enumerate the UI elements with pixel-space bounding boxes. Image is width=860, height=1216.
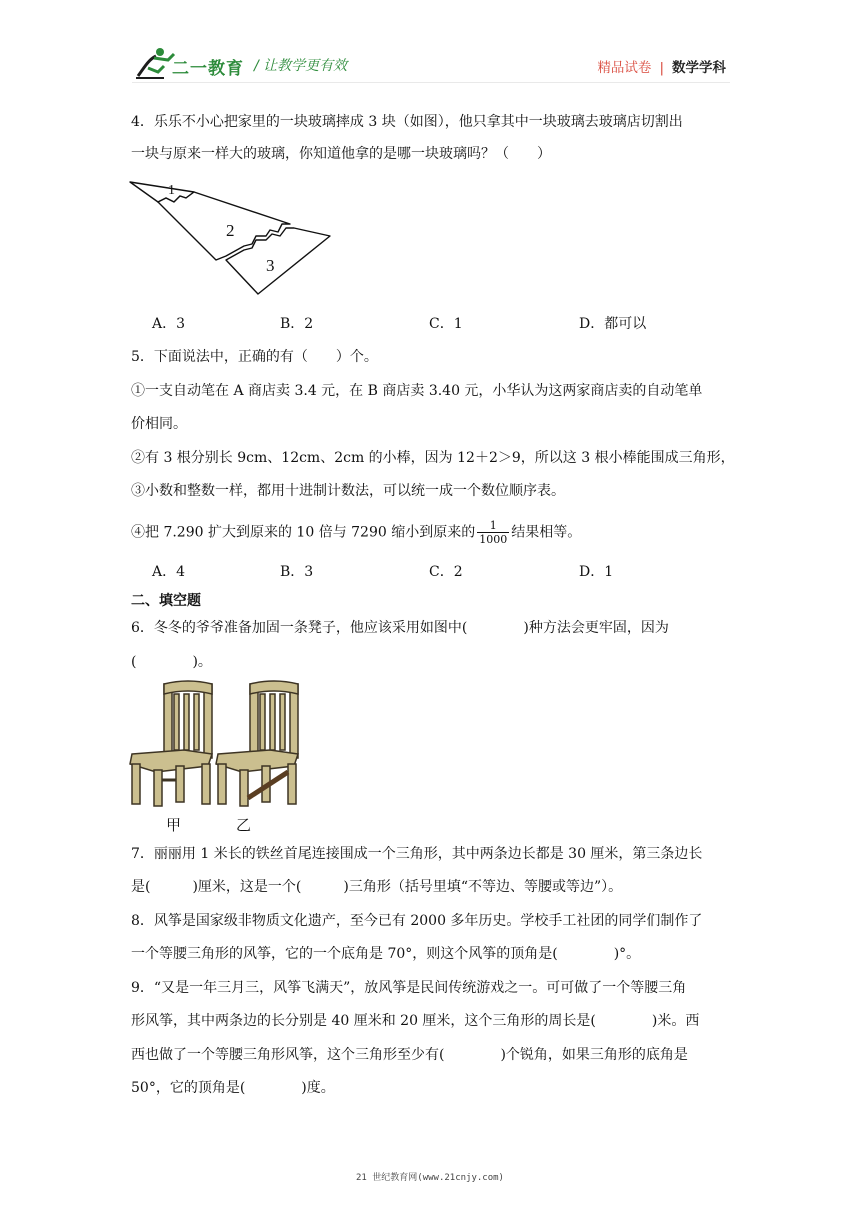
q5-statement-4-before: ④把 7.290 扩大到原来的 10 倍与 7290 缩小到原来的 bbox=[131, 524, 476, 541]
q5-option-b[interactable]: B．3 bbox=[280, 564, 314, 580]
brand-name: 二一教育 bbox=[172, 59, 244, 79]
brand-logo bbox=[134, 46, 364, 82]
q9-text-line3: 西也做了一个等腰三角形风筝，这个三角形至少有( )个锐角，如果三角形的底角是 bbox=[131, 1047, 688, 1063]
chair-yi-label: 乙 bbox=[236, 816, 252, 834]
q4-text-line1: 4．乐乐不小心把家里的一块玻璃摔成 3 块（如图），他只拿其中一块玻璃去玻璃店切割出 bbox=[131, 114, 683, 130]
q4-option-b[interactable]: B．2 bbox=[280, 316, 314, 332]
q5-statement-1-line1: ①一支自动笔在 A 商店卖 3.4 元，在 B 商店卖 3.40 元，小华认为这两家商店卖的自动笔单 bbox=[131, 383, 703, 399]
q4-option-d[interactable]: D．都可以 bbox=[579, 316, 647, 332]
q9-text-line4: 50°，它的顶角是( )度。 bbox=[131, 1080, 335, 1096]
fraction-numerator: 1 bbox=[477, 519, 509, 533]
q8-text-line1: 8．风筝是国家级非物质文化遗产，至今已有 2000 多年历史。学校手工社团的同学们制作了 bbox=[131, 913, 703, 929]
subject-label: 数学学科 bbox=[672, 60, 726, 76]
q4-option-c[interactable]: C．1 bbox=[429, 316, 463, 332]
q5-option-d[interactable]: D．1 bbox=[579, 564, 614, 580]
q8-text-line2: 一个等腰三角形的风筝，它的一个底角是 70°，则这个风筝的顶角是( )°。 bbox=[131, 946, 641, 962]
page-header bbox=[0, 0, 860, 90]
fraction-denominator: 1000 bbox=[479, 533, 508, 546]
glass-piece-2-label: 2 bbox=[226, 221, 235, 240]
glass-piece-1-label: 1 bbox=[168, 183, 175, 198]
header-meta bbox=[597, 56, 726, 76]
q7-text-line1: 7．丽丽用 1 米长的铁丝首尾连接围成一个三角形，其中两条边长都是 30 厘米，第三条边长 bbox=[131, 846, 703, 862]
q9-text-line2: 形风筝，其中两条边的长分别是 40 厘米和 20 厘米，这个三角形的周长是( )米。西 bbox=[131, 1013, 700, 1029]
q4-option-a[interactable]: A．3 bbox=[152, 316, 186, 332]
fraction bbox=[477, 519, 509, 546]
q4-text-line2: 一块与原来一样大的玻璃，你知道他拿的是哪一块玻璃吗？（ ） bbox=[131, 146, 551, 162]
q5-statement-2: ②有 3 根分别长 9cm、12cm、2cm 的小棒，因为 12＋2＞9，所以这 3 根小棒能围成三角形， bbox=[131, 450, 735, 466]
paper-type: 精品试卷 bbox=[597, 60, 652, 76]
q5-statement-4 bbox=[131, 519, 581, 546]
q6-text-line2: ( )。 bbox=[131, 654, 212, 670]
header-separator: | bbox=[659, 60, 664, 76]
q7-text-line2: 是( )厘米，这是一个( )三角形（括号里填“不等边、等腰或等边”）。 bbox=[131, 879, 623, 895]
brand-slogan: / 让教学更有效 bbox=[254, 58, 348, 74]
header-divider bbox=[132, 82, 730, 83]
page-footer: 21 世纪教育网(www.21cnjy.com) bbox=[356, 1173, 504, 1183]
q5-option-a[interactable]: A．4 bbox=[152, 564, 186, 580]
glass-piece-3-label: 3 bbox=[266, 256, 275, 275]
section-title-fill-in: 二、填空题 bbox=[131, 593, 201, 609]
q9-text-line1: 9．“又是一年三月三，风筝飞满天”，放风筝是民间传统游戏之一。可可做了一个等腰三角 bbox=[131, 980, 687, 996]
chair-jia-image bbox=[128, 680, 214, 810]
q6-text-line1: 6．冬冬的爷爷准备加固一条凳子，他应该采用如图中( )种方法会更牢固，因为 bbox=[131, 620, 669, 636]
q5-statement-4-after: 结果相等。 bbox=[511, 524, 582, 541]
q5-statement-3: ③小数和整数一样，都用十进制计数法，可以统一成一个数位顺序表。 bbox=[131, 483, 565, 499]
q5-text-line1: 5．下面说法中，正确的有（ ）个。 bbox=[131, 349, 378, 365]
chair-jia-label: 甲 bbox=[166, 816, 182, 834]
chair-yi-image bbox=[214, 680, 300, 810]
q5-option-c[interactable]: C．2 bbox=[429, 564, 463, 580]
q5-statement-1-line2: 价相同。 bbox=[131, 416, 187, 432]
